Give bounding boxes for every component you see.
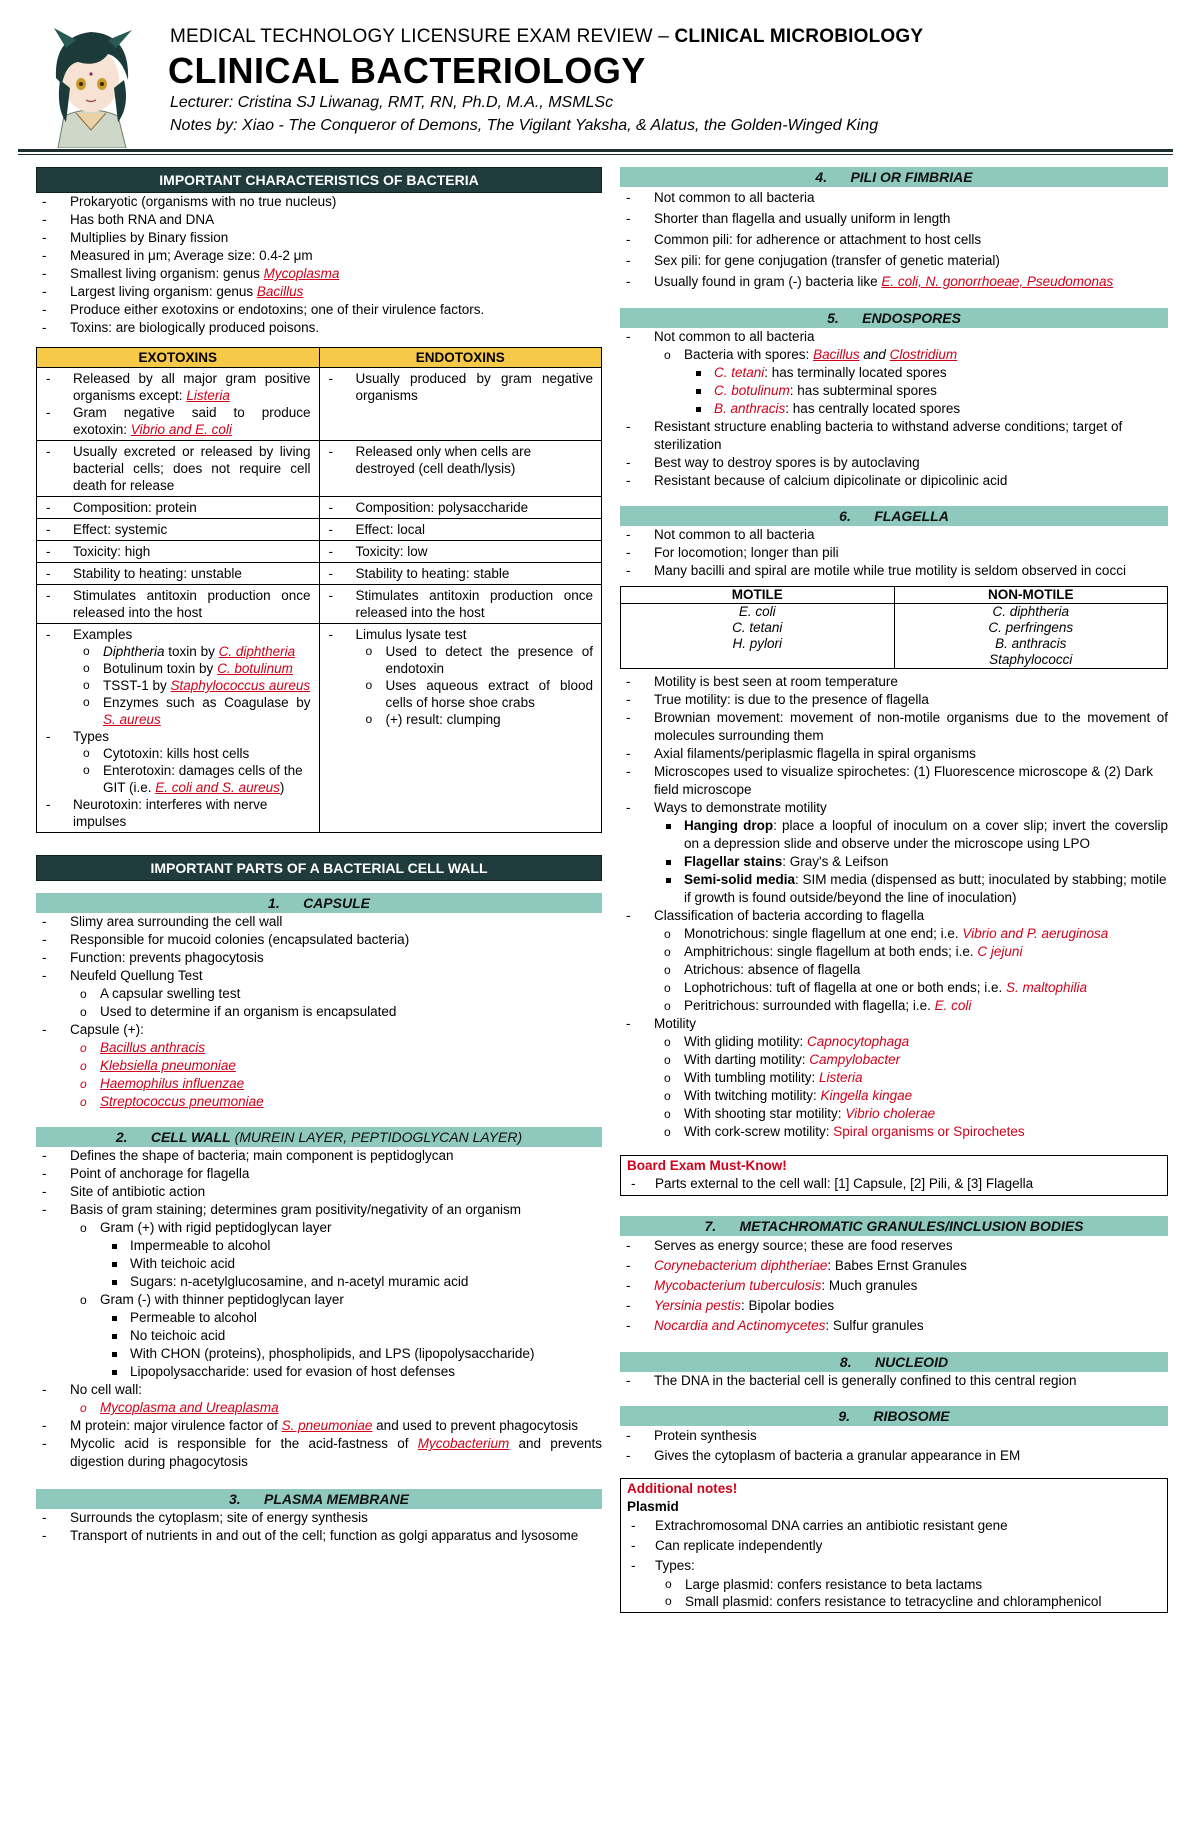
exotoxins-header: EXOTOXINS	[37, 348, 320, 368]
list-item: - Toxicity: low	[356, 543, 594, 560]
additional-notes-box	[620, 1478, 1168, 1613]
list-item: With teichoic acid	[130, 1255, 602, 1273]
list-item: - Mycolic acid is responsible for the acid-fastness of Mycobacterium and prevents digestion during phagocytosis	[70, 1435, 602, 1471]
list-item: - Produce either exotoxins or endotoxins; one of their virulence factors.	[70, 301, 602, 319]
list-item: - Usually produced by gram negative organisms	[356, 370, 594, 404]
board-exam-heading: Board Exam Must-Know!	[627, 1158, 787, 1173]
list-item: - Site of antibiotic action	[70, 1183, 602, 1201]
motile-organism: H. pylori	[732, 636, 782, 651]
list-item: - Yersinia pestis: Bipolar bodies	[654, 1296, 1168, 1316]
endospores-heading: 5. ENDOSPORES	[620, 308, 1168, 328]
list-item: Impermeable to alcohol	[130, 1237, 602, 1255]
list-item: - Not common to all bacteria o Bacteria with spores: Bacillus and Clostridium C. tetani: has terminally located spores C. botulinum: has subterminal spores B. anthracis: has centrally located spores	[654, 328, 1168, 418]
list-item: o Small plasmid: confers resistance to tetracycline and chloramphenicol	[685, 1593, 1161, 1610]
list-item: o Used to detect the presence of endotoxin	[386, 643, 594, 677]
cell-wall-list	[36, 1147, 602, 1471]
plasma-membrane-list	[36, 1509, 602, 1545]
list-item: With CHON (proteins), phospholipids, and LPS (lipopolysaccharide)	[130, 1345, 602, 1363]
list-item: - No cell wall: o Mycoplasma and Ureaplasma	[70, 1381, 602, 1417]
list-item: No teichoic acid	[130, 1327, 602, 1345]
list-item: - Point of anchorage for flagella	[70, 1165, 602, 1183]
list-item: - Stability to heating: unstable	[73, 565, 311, 582]
list-item: - Corynebacterium diphtheriae: Babes Ernst Granules	[654, 1256, 1168, 1276]
red-term: Mycoplasma	[263, 266, 340, 281]
nucleoid-heading: 8. NUCLEOID	[620, 1352, 1168, 1372]
list-item: - Largest living organism: genus Bacillus	[70, 283, 602, 301]
list-item: o Uses aqueous extract of blood cells of horse shoe crabs	[386, 677, 594, 711]
motility-table	[620, 586, 1168, 669]
list-item: o With cork-screw motility: Spiral organisms or Spirochetes	[684, 1123, 1168, 1141]
list-item: - Brownian movement: movement of non-motile organisms due to the movement of molecules surrounding them	[654, 709, 1168, 745]
table-row	[621, 604, 1168, 669]
list-item: - M protein: major virulence factor of S. pneumoniae and used to prevent phagocytosis	[70, 1417, 602, 1435]
table-row	[37, 563, 602, 585]
header-rule-thin	[18, 154, 1173, 155]
list-item: o Peritrichous: surrounded with flagella; i.e. E. coli	[684, 997, 1168, 1015]
list-item: o Bacteria with spores: Bacillus and Clostridium C. tetani: has terminally located spores C. botulinum: has subterminal spores B. anthracis: has centrally located spores	[684, 346, 1168, 418]
list-item: o A capsular swelling test	[100, 985, 602, 1003]
list-item: Lipopolysaccharide: used for evasion of host defenses	[130, 1363, 602, 1381]
list-item: o Amphitrichous: single flagellum at both ends; i.e. C jejuni	[684, 943, 1168, 961]
list-item: - Transport of nutrients in and out of the cell; function as golgi apparatus and lysosome	[70, 1527, 602, 1545]
list-item: o Botulinum toxin by C. botulinum	[103, 660, 311, 677]
chibi-avatar-illustration	[36, 18, 146, 148]
list-item: o Diphtheria toxin by C. diphtheria	[103, 643, 311, 660]
list-item: o Bacillus anthracis	[100, 1039, 602, 1057]
list-item: Permeable to alcohol	[130, 1309, 602, 1327]
list-item: o (+) result: clumping	[386, 711, 594, 728]
board-exam-box	[620, 1155, 1168, 1196]
list-item: o Mycoplasma and Ureaplasma	[100, 1399, 602, 1417]
list-item: o Gram (+) with rigid peptidoglycan layer Impermeable to alcohol With teichoic acid Sugars: n-acetylglucosamine, and n-acetyl muramic acid	[100, 1219, 602, 1291]
lecturer-line: Lecturer: Cristina SJ Liwanag, RMT, RN, Ph.D, M.A., MSMLSc	[170, 94, 614, 111]
non-motile-header: NON-MOTILE	[894, 587, 1168, 604]
table-row	[37, 441, 602, 497]
characteristics-heading: IMPORTANT CHARACTERISTICS OF BACTERIA	[36, 167, 602, 193]
exam-review-topline: MEDICAL TECHNOLOGY LICENSURE EXAM REVIEW – CLINICAL MICROBIOLOGY	[170, 26, 924, 47]
list-item: - Usually found in gram (-) bacteria like E. coli, N. gonorrhoeae, Pseudomonas	[654, 271, 1168, 292]
left-column	[36, 167, 602, 1545]
cell-wall-parts-heading: IMPORTANT PARTS OF A BACTERIAL CELL WALL	[36, 855, 602, 881]
list-item: C. botulinum: has subterminal spores	[714, 382, 1168, 400]
list-item: - Gives the cytoplasm of bacteria a granular appearance in EM	[654, 1446, 1168, 1466]
ribosome-list	[620, 1426, 1168, 1466]
list-item: o With tumbling motility: Listeria	[684, 1069, 1168, 1087]
list-item: o Haemophilus influenzae	[100, 1075, 602, 1093]
list-item: Sugars: n-acetylglucosamine, and n-acetyl muramic acid	[130, 1273, 602, 1291]
flagella-list	[620, 526, 1168, 580]
additional-notes-heading: Additional notes!	[627, 1481, 738, 1496]
nucleoid-list	[620, 1372, 1168, 1390]
list-item: - Sex pili: for gene conjugation (transfer of genetic material)	[654, 250, 1168, 271]
list-item: - Toxins: are biologically produced poisons.	[70, 319, 602, 337]
list-item: o Gram (-) with thinner peptidoglycan layer Permeable to alcohol No teichoic acid With CHON (proteins), phospholipids, and LPS (lipopolysaccharide) Lipopolysaccharide: used for evasion of host defenses	[100, 1291, 602, 1381]
flagella-heading: 6. FLAGELLA	[620, 506, 1168, 526]
list-item: - Classification of bacteria according to flagella o Monotrichous: single flagellum at one end; i.e. Vibrio and P. aeruginosa o Amphitrichous: single flagellum at both ends; i.e. C jejuni o Atrichous: absence of flagella o Lophotrichous: tuft of flagella at one or both ends; i.e. S. maltophilia o Peritrichous: surrounded with flagella; i.e. E. coli	[654, 907, 1168, 1015]
list-item: - Usually excreted or released by living bacterial cells; does not require cell death for release	[73, 443, 311, 494]
list-item: o Atrichous: absence of flagella	[684, 961, 1168, 979]
endotoxins-header: ENDOTOXINS	[319, 348, 602, 368]
metachromatic-heading: 7. METACHROMATIC GRANULES/INCLUSION BODIES	[620, 1216, 1168, 1236]
list-item: - Motility is best seen at room temperature	[654, 673, 1168, 691]
list-item: - Gram negative said to produce exotoxin: Vibrio and E. coli	[73, 404, 311, 438]
list-item: - Shorter than flagella and usually uniform in length	[654, 208, 1168, 229]
list-item: o With darting motility: Campylobacter	[684, 1051, 1168, 1069]
non-motile-organism: C. diphtheria	[992, 604, 1070, 619]
list-item: - Neufeld Quellung Test o A capsular swelling test o Used to determine if an organism is encapsulated	[70, 967, 602, 1021]
list-item: - True motility: is due to the presence of flagella	[654, 691, 1168, 709]
list-item: - Motility o With gliding motility: Capnocytophaga o With darting motility: Campylobacter o With tumbling motility: Listeria o With twitching motility: Kingella kingae o With shooting star motility: Vibrio cholerae o With cork-screw motility: Spiral organisms or Spirochetes	[654, 1015, 1168, 1141]
list-item: - Released by all major gram positive organisms except: Listeria	[73, 370, 311, 404]
list-item: - Not common to all bacteria	[654, 526, 1168, 544]
plasmid-subheading: Plasmid	[627, 1499, 679, 1514]
ribosome-heading: 9. RIBOSOME	[620, 1406, 1168, 1426]
list-item: o Monotrichous: single flagellum at one end; i.e. Vibrio and P. aeruginosa	[684, 925, 1168, 943]
list-item: - Defines the shape of bacteria; main component is peptidoglycan	[70, 1147, 602, 1165]
list-item: - Types o Cytotoxin: kills host cells o Enterotoxin: damages cells of the GIT (i.e. E. coli and S. aureus)	[73, 728, 311, 796]
non-motile-organism: C. perfringens	[988, 620, 1074, 635]
list-item: - Serves as energy source; these are food reserves	[654, 1236, 1168, 1256]
list-item: Hanging drop: place a loopful of inoculum on a cover slip; invert the coverslip on a depression slide and observe under the microscope using LPO	[684, 818, 1168, 851]
list-item: - Ways to demonstrate motility Hanging drop: place a loopful of inoculum on a cover slip; invert the coverslip on a depression slide and observe under the microscope using LPO Flagellar stains: Gray's & Leifson Semi-solid media: SIM media (dispensed as butt; inoculated by stabbing; motile if growth is found outside/beyond the line of inoculation)	[654, 799, 1168, 907]
page-title: CLINICAL BACTERIOLOGY	[168, 50, 646, 91]
list-item: - Types: o Large plasmid: confers resistance to beta lactams o Small plasmid: confers resistance to tetracycline and chloramphenicol	[655, 1556, 1161, 1610]
pili-heading: 4. PILI OR FIMBRIAE	[620, 167, 1168, 187]
list-item: - Microscopes used to visualize spirochetes: (1) Fluorescence microscope & (2) Dark field microscope	[654, 763, 1168, 799]
list-item: - Not common to all bacteria	[654, 187, 1168, 208]
toxins-table	[36, 347, 602, 833]
endospores-list	[620, 328, 1168, 490]
list-item: o Klebsiella pneumoniae	[100, 1057, 602, 1075]
list-item: - Many bacilli and spiral are motile while true motility is seldom observed in cocci	[654, 562, 1168, 580]
table-row	[37, 624, 602, 833]
list-item: - Composition: protein	[73, 499, 311, 516]
list-item: o Enzymes such as Coagulase by S. aureus	[103, 694, 311, 728]
list-item: - Toxicity: high	[73, 543, 311, 560]
capsule-list	[36, 913, 602, 1111]
table-row	[37, 368, 602, 441]
list-item: o Cytotoxin: kills host cells	[103, 745, 311, 762]
list-item: - Prokaryotic (organisms with no true nucleus)	[70, 193, 602, 211]
list-item: - Composition: polysaccharide	[356, 499, 594, 516]
list-item: - Function: prevents phagocytosis	[70, 949, 602, 967]
list-item: - Stimulates antitoxin production once released into the host	[356, 587, 594, 621]
list-item: - Nocardia and Actinomycetes: Sulfur granules	[654, 1316, 1168, 1336]
list-item: - Resistant structure enabling bacteria to withstand adverse conditions; target of sterilization	[654, 418, 1168, 454]
motile-organism: E. coli	[738, 604, 776, 619]
list-item: - Extrachromosomal DNA carries an antibiotic resistant gene	[655, 1516, 1161, 1536]
list-item: - Slimy area surrounding the cell wall	[70, 913, 602, 931]
list-item: Flagellar stains: Gray's & Leifson	[684, 853, 1168, 871]
list-item: - Effect: local	[356, 521, 594, 538]
table-row	[37, 541, 602, 563]
list-item: - Released only when cells are destroyed (cell death/lysis)	[356, 443, 594, 477]
non-motile-organism: Staphylococci	[989, 652, 1073, 667]
list-item: o With shooting star motility: Vibrio cholerae	[684, 1105, 1168, 1123]
list-item: o Streptococcus pneumoniae	[100, 1093, 602, 1111]
header-rule-thick	[18, 149, 1173, 152]
table-row	[37, 519, 602, 541]
list-item: - Resistant because of calcium dipicolinate or dipicolinic acid	[654, 472, 1168, 490]
non-motile-organism: B. anthracis	[995, 636, 1067, 651]
list-item: - Protein synthesis	[654, 1426, 1168, 1446]
list-item: Semi-solid media: SIM media (dispensed as butt; inoculated by stabbing; motile if growth is found outside/beyond the line of inoculation)	[684, 872, 1167, 905]
list-item: - Neurotoxin: interferes with nerve impulses	[73, 796, 311, 830]
list-item: - For locomotion; longer than pili	[654, 544, 1168, 562]
list-item: - Limulus lysate test o Used to detect the presence of endotoxin o Uses aqueous extract of blood cells of horse shoe crabs o (+) result: clumping	[356, 626, 594, 728]
plasma-membrane-heading: 3. PLASMA MEMBRANE	[36, 1489, 602, 1509]
flagella-list-2	[620, 673, 1168, 1141]
table-row	[37, 585, 602, 624]
pili-list	[620, 187, 1168, 292]
list-item: - Common pili: for adherence or attachment to host cells	[654, 229, 1168, 250]
document-header	[0, 0, 1200, 160]
list-item: - Axial filaments/periplasmic flagella in spiral organisms	[654, 745, 1168, 763]
list-item: o Used to determine if an organism is encapsulated	[100, 1003, 602, 1021]
list-item: - Mycobacterium tuberculosis: Much granules	[654, 1276, 1168, 1296]
list-item: - Best way to destroy spores is by autoclaving	[654, 454, 1168, 472]
list-item: o Large plasmid: confers resistance to beta lactams	[685, 1576, 1161, 1593]
notes-by-line: Notes by: Xiao - The Conqueror of Demons, The Vigilant Yaksha, & Alatus, the Golden-Winged King	[170, 117, 879, 134]
right-column	[620, 167, 1168, 1613]
list-item: o With gliding motility: Capnocytophaga	[684, 1033, 1168, 1051]
list-item: - Can replicate independently	[655, 1536, 1161, 1556]
list-item: B. anthracis: has centrally located spores	[714, 400, 1168, 418]
list-item: o TSST-1 by Staphylococcus aureus	[103, 677, 311, 694]
list-item: - The DNA in the bacterial cell is generally confined to this central region	[654, 1372, 1168, 1390]
list-item: - Stimulates antitoxin production once released into the host	[73, 587, 311, 621]
list-item: - Responsible for mucoid colonies (encapsulated bacteria)	[70, 931, 602, 949]
list-item: - Multiplies by Binary fission	[70, 229, 602, 247]
list-item: - Effect: systemic	[73, 521, 311, 538]
motile-header: MOTILE	[621, 587, 895, 604]
characteristics-list	[36, 193, 602, 337]
red-term: Bacillus	[256, 284, 304, 299]
metachromatic-list	[620, 1236, 1168, 1336]
list-item: C. tetani: has terminally located spores	[714, 364, 1168, 382]
motile-organism: C. tetani	[732, 620, 783, 635]
list-item: - Basis of gram staining; determines gram positivity/negativity of an organism o Gram (+) with rigid peptidoglycan layer Impermeable to alcohol With teichoic acid Sugars: n-acetylglucosamine, and n-acetyl muramic acid o Gram (-) with thinner peptidoglycan layer Permeable to alcohol No teichoic acid With CHON (proteins), phospholipids, and LPS (lipopolysaccharide) Lipopolysaccharide: used for evasion of host defenses	[70, 1201, 602, 1381]
list-item: - Has both RNA and DNA	[70, 211, 602, 229]
list-item: - Smallest living organism: genus Mycoplasma	[70, 265, 602, 283]
cell-wall-heading: 2. CELL WALL (MUREIN LAYER, PEPTIDOGLYCAN LAYER)	[36, 1127, 602, 1147]
list-item: - Examples o Diphtheria toxin by C. diphtheria o Botulinum toxin by C. botulinum o TSST-1 by Staphylococcus aureus o Enzymes such as Coagulase by S. aureus	[73, 626, 311, 728]
list-item: - Stability to heating: stable	[356, 565, 594, 582]
list-item: - Capsule (+): o Bacillus anthracis o Klebsiella pneumoniae o Haemophilus influenzae o Streptococcus pneumoniae	[70, 1021, 602, 1111]
list-item: o Lophotrichous: tuft of flagella at one or both ends; i.e. S. maltophilia	[684, 979, 1168, 997]
list-item: o Enterotoxin: damages cells of the GIT (i.e. E. coli and S. aureus)	[103, 762, 311, 796]
list-item: o With twitching motility: Kingella kingae	[684, 1087, 1168, 1105]
capsule-heading: 1. CAPSULE	[36, 893, 602, 913]
table-row	[37, 497, 602, 519]
list-item: - Parts external to the cell wall: [1] Capsule, [2] Pili, & [3] Flagella	[655, 1175, 1161, 1193]
list-item: - Measured in μm; Average size: 0.4-2 μm	[70, 247, 602, 265]
list-item: - Surrounds the cytoplasm; site of energy synthesis	[70, 1509, 602, 1527]
